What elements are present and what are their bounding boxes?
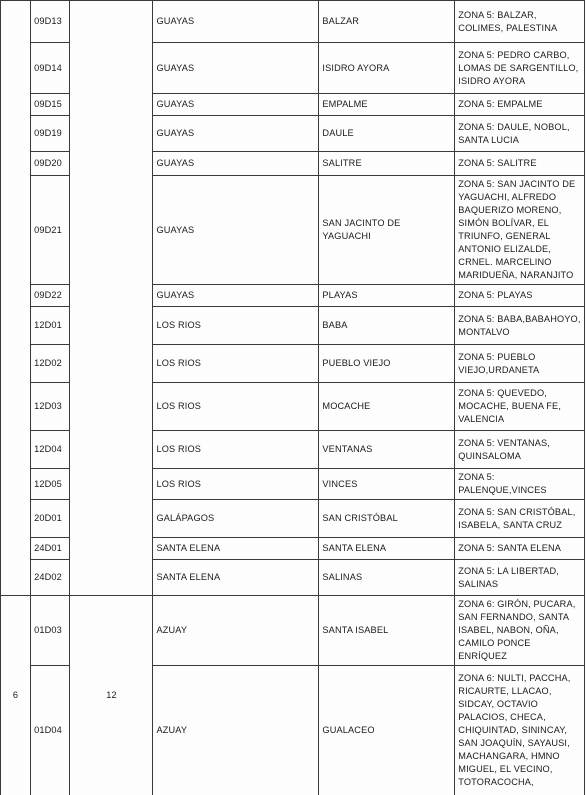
table-row <box>1 596 585 666</box>
code-cell: 01D03 <box>31 596 70 666</box>
province-cell: LOS RIOS <box>153 431 319 469</box>
zone-cell: ZONA 5: SANTA ELENA <box>455 538 585 560</box>
canton-cell: SAN JACINTO DE YAGUACHI <box>319 176 455 285</box>
canton-cell: BABA <box>319 307 455 345</box>
table-row <box>1 1 585 43</box>
code-cell: 12D03 <box>31 383 70 431</box>
canton-cell: EMPALME <box>319 94 455 116</box>
code-cell: 09D14 <box>31 43 70 94</box>
code-cell: 12D01 <box>31 307 70 345</box>
group-count-cell: 12 <box>70 596 153 795</box>
province-cell: AZUAY <box>153 666 319 795</box>
canton-cell: VINCES <box>319 469 455 500</box>
canton-cell: DAULE <box>319 116 455 152</box>
group-number-cell <box>1 1 31 596</box>
province-cell: LOS RIOS <box>153 307 319 345</box>
zone-cell: ZONA 5: EMPALME <box>455 94 585 116</box>
province-cell: SANTA ELENA <box>153 538 319 560</box>
canton-cell: SANTA ISABEL <box>319 596 455 666</box>
province-cell: GUAYAS <box>153 1 319 43</box>
zone-cell: ZONA 5: PEDRO CARBO, LOMAS DE SARGENTILLO, ISIDRO AYORA <box>455 43 585 94</box>
code-cell: 09D20 <box>31 152 70 176</box>
province-cell: LOS RIOS <box>153 383 319 431</box>
province-cell: AZUAY <box>153 596 319 666</box>
canton-cell: GUALACEO <box>319 666 455 795</box>
group-count-cell <box>70 1 153 596</box>
province-cell: LOS RIOS <box>153 345 319 383</box>
zone-cell: ZONA 5: QUEVEDO, MOCACHE, BUENA FE, VALENCIA <box>455 383 585 431</box>
province-cell: GUAYAS <box>153 94 319 116</box>
canton-cell: MOCACHE <box>319 383 455 431</box>
zone-cell: ZONA 5: VENTANAS, QUINSALOMA <box>455 431 585 469</box>
canton-cell: PLAYAS <box>319 285 455 307</box>
canton-cell: BALZAR <box>319 1 455 43</box>
code-cell: 12D04 <box>31 431 70 469</box>
code-cell: 09D15 <box>31 94 70 116</box>
code-cell: 09D22 <box>31 285 70 307</box>
canton-cell: VENTANAS <box>319 431 455 469</box>
code-cell: 09D19 <box>31 116 70 152</box>
zone-cell: ZONA 5: BABA,BABAHOYO, MONTALVO <box>455 307 585 345</box>
code-cell: 01D04 <box>31 666 70 795</box>
zone-cell: ZONA 5: PALENQUE,VINCES <box>455 469 585 500</box>
zone-cell: ZONA 5: PUEBLO VIEJO,URDANETA <box>455 345 585 383</box>
zone-cell: ZONA 6: GIRÓN, PUCARA, SAN FERNANDO, SANTA ISABEL, NABON, OÑA, CAMILO PONCE ENRÍQUEZ <box>455 596 585 666</box>
code-cell: 09D13 <box>31 1 70 43</box>
zone-cell: ZONA 5: PLAYAS <box>455 285 585 307</box>
zone-cell: ZONA 5: SAN JACINTO DE YAGUACHI, ALFREDO BAQUERIZO MORENO, SIMÓN BOLÍVAR, EL TRIUNFO, GENERAL ANTONIO ELIZALDE, CRNEL. MARCELINO MARIDUEÑA, NARANJITO <box>455 176 585 285</box>
zone-cell: ZONA 5: DAULE, NOBOL, SANTA LUCIA <box>455 116 585 152</box>
province-cell: GUAYAS <box>153 116 319 152</box>
code-cell: 12D05 <box>31 469 70 500</box>
code-cell: 09D21 <box>31 176 70 285</box>
canton-cell: SALINAS <box>319 560 455 596</box>
province-cell: GUAYAS <box>153 176 319 285</box>
province-cell: GUAYAS <box>153 152 319 176</box>
zone-cell: ZONA 5: SAN CRISTÓBAL, ISABELA, SANTA CRUZ <box>455 500 585 538</box>
canton-cell: SALITRE <box>319 152 455 176</box>
group-number-cell: 6 <box>1 596 31 795</box>
canton-cell: ISIDRO AYORA <box>319 43 455 94</box>
province-cell: GALÁPAGOS <box>153 500 319 538</box>
canton-cell: PUEBLO VIEJO <box>319 345 455 383</box>
province-cell: LOS RIOS <box>153 469 319 500</box>
canton-cell: SANTA ELENA <box>319 538 455 560</box>
code-cell: 20D01 <box>31 500 70 538</box>
code-cell: 12D02 <box>31 345 70 383</box>
code-cell: 24D01 <box>31 538 70 560</box>
code-cell: 24D02 <box>31 560 70 596</box>
province-cell: GUAYAS <box>153 43 319 94</box>
zone-cell: ZONA 5: BALZAR, COLIMES, PALESTINA <box>455 1 585 43</box>
zone-cell: ZONA 5: LA LIBERTAD, SALINAS <box>455 560 585 596</box>
canton-cell: SAN CRISTÓBAL <box>319 500 455 538</box>
province-cell: GUAYAS <box>153 285 319 307</box>
province-cell: SANTA ELENA <box>153 560 319 596</box>
zone-cell: ZONA 5: SALITRE <box>455 152 585 176</box>
zone-cell: ZONA 6: NULTI, PACCHA, RICAURTE, LLACAO, SIDCAY, OCTAVIO PALACIOS, CHECA, CHIQUINTAD, SININCAY, SAN JOAQUÍN, SAYAUSI, MACHANGARA, HMNO MIGUEL, EL VECINO, TOTORACOCHA, <box>455 666 585 795</box>
